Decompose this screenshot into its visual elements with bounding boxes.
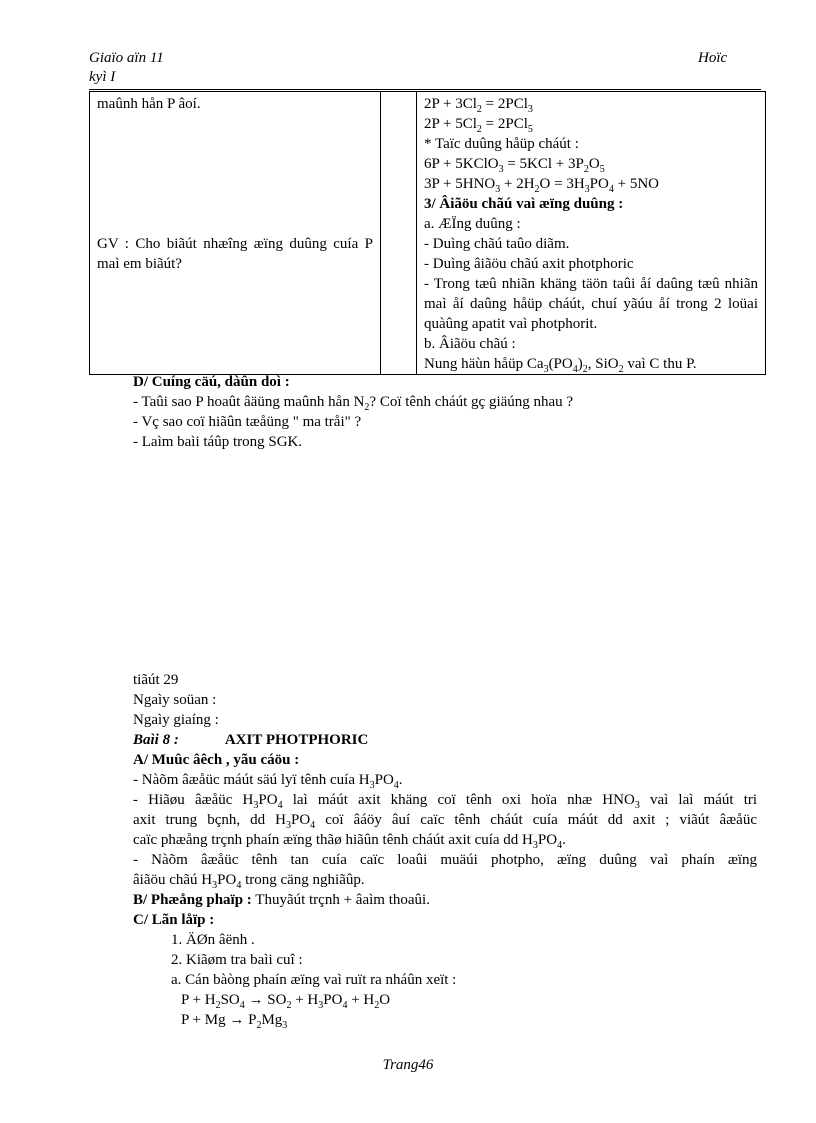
subheading: b. Âiãöu chãú : (424, 336, 516, 352)
list-item: - Trong tæû nhiãn khäng täön taûi åí daûng tæû nhiãn maì åí daûng håüp cháút, chuí yãúu åí trong 2 loüai quàûng apatit vaì photphorit. (424, 276, 758, 332)
header-term: kyì I (89, 69, 116, 85)
lesson-table (89, 91, 766, 375)
equation: $2P + 5Cl_2 = 2PCl_5$ (424, 116, 533, 135)
period-number: tiãút 29 (133, 672, 179, 688)
page-number: Trang46 (382, 1057, 434, 1073)
middle-column (381, 92, 417, 375)
equation: 6P + 5KClO$_3$ = $5KCl + 3P_2O_5$ (424, 156, 605, 175)
prep-date: Ngaìy soüan : (133, 692, 217, 708)
lesson-section (133, 670, 757, 1030)
list-item: - Hiãøu âæåüc $H_3PO_4$ laì máút axit khäng coï tênh oxi hoïa nhæ $HNO_3$ vaì laì máút tri (133, 792, 758, 811)
content-column (417, 92, 766, 375)
section-heading: C/ Lãn låïp : (133, 912, 215, 928)
teacher-question: GV : Cho biãút nhæîng æïng duûng cuía P maì em biãút? (97, 236, 373, 272)
compound-reaction-heading: * Taïc duûng håüp cháút : (424, 136, 579, 152)
equation: $3P + 5HNO_3 + 2H_2O = 3H_3PO_4 + 5NO$ (424, 176, 659, 195)
subheading: a. ÆÏng duûng : (424, 216, 521, 232)
list-item: a. Cán bàòng phaín æïng vaì ruït ra nháûn xeït : (171, 972, 457, 988)
teach-date: Ngaìy giaíng : (133, 712, 219, 728)
header-course: Giaïo aïn 11 (89, 50, 164, 66)
teacher-column (90, 92, 381, 375)
equation: $P + H_2SO_4 \to SO_2 + H_3PO_4 + H_2O$ (181, 992, 391, 1011)
method-line: B/ Phæång phaïp : Thuyãút trçnh + âaìm thoaûi. (133, 892, 430, 908)
list-item-cont: axit trung bçnh, dd $H_3PO_4$ coï âáöy âuí caïc tênh cháút cuía máút dd axit ; viãút âæåüc (133, 812, 757, 831)
list-item: - Nàõm âæåüc máút säú lyï tênh cuía $H_3PO_4$. (133, 772, 403, 791)
list-item-cont: caïc phæång trçnh phaín æïng thãø hiãûn tênh cháút axit cuía dd $H_3PO_4$. (133, 832, 566, 851)
list-item: - Duìng âiãöu chãú axit photphoric (424, 256, 634, 272)
list-item: Nung häùn håüp $Ca_3(PO_4)_2$, SiO$_2$ vaì C thu P. (424, 356, 697, 375)
list-item: - Duìng chãú taûo diãm. (424, 236, 570, 252)
header-subject: Hoïc (698, 50, 728, 66)
equation: $P + Mg \to P_2Mg_3$ (181, 1012, 288, 1031)
section-heading: 3/ Âiãöu chãú vaì æïng duûng : (424, 196, 624, 212)
list-item: - Taûi sao P hoaût âäüng maûnh hån $N_2$? Coï tênh cháút gç giäúng nhau ? (133, 394, 574, 413)
list-item: 2. Kiãøm tra baìi cuî : (171, 952, 303, 968)
equation: $2P + 3Cl_2 = 2PCl_3$ (424, 96, 533, 115)
list-item: - Vç sao coï hiãûn tæåüng " ma tråi" ? (133, 414, 362, 430)
list-item: 1. ÄØn âënh . (171, 932, 255, 948)
list-item-cont: âiãöu chãú $H_3PO_4$ trong cäng nghiãûp. (133, 872, 365, 891)
header-rule (89, 89, 761, 90)
section-heading: A/ Muûc âêch , yãu cáöu : (133, 752, 300, 768)
lesson-title: Baìi 8 : AXIT PHOTPHORIC (133, 732, 369, 748)
section-heading: D/ Cuíng cäú, dàûn doì : (133, 374, 290, 390)
list-item: - Laìm baìi táûp trong SGK. (133, 434, 303, 450)
list-item: - Nàõm âæåüc tênh tan cuía caïc loaûi muäúi photpho, æïng duûng vaì phaín æïng (133, 852, 757, 868)
teacher-note: maûnh hån P âoí. (97, 96, 201, 112)
consolidation-section (133, 372, 757, 452)
